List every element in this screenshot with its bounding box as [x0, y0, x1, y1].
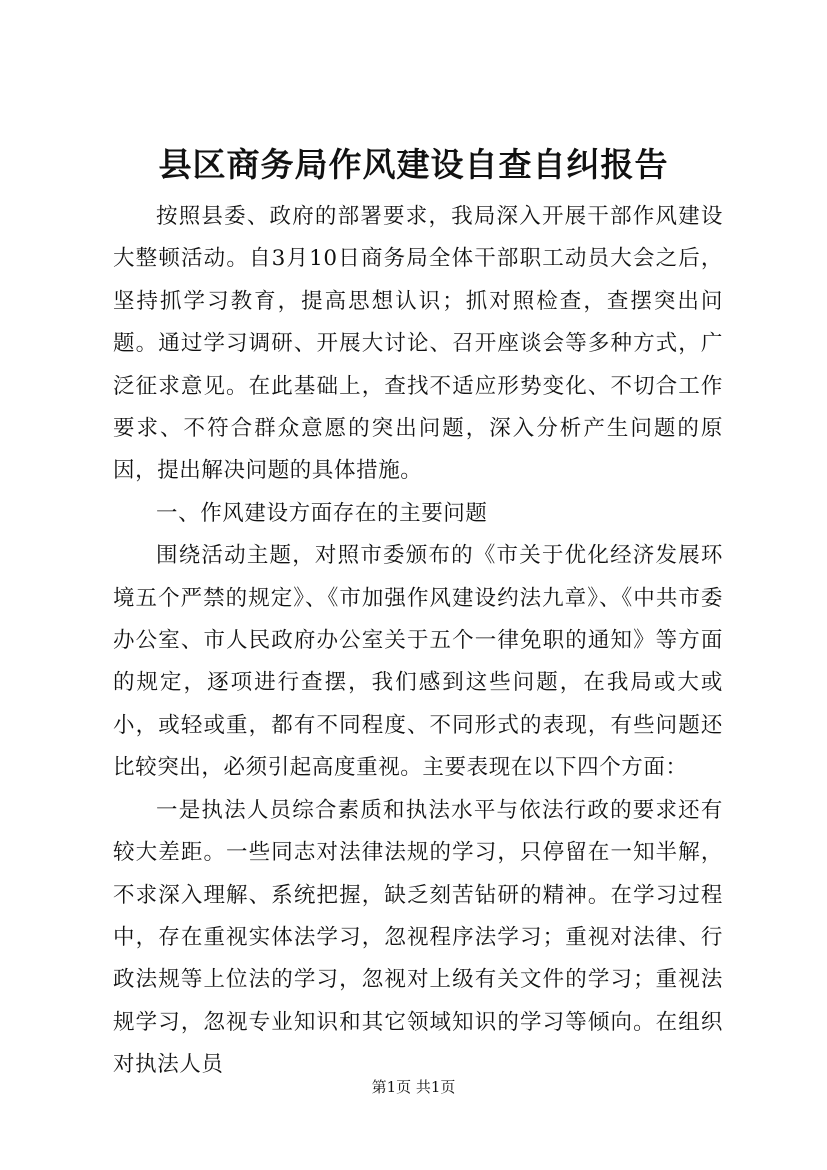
- page-footer: 第1页 共1页: [371, 1078, 456, 1096]
- section-heading: 一、作风建设方面存在的主要问题: [156, 500, 488, 526]
- document-body: [113, 196, 723, 1087]
- paragraph-intro: 按照县委、政府的部署要求，我局深入开展干部作风建设大整顿活动。自3月10日商务局全体干部职工动员大会之后，坚持抓学习教育，提高思想认识；抓对照检查，查摆突出问题。通过学习调研、开展大讨论、召开座谈会等多种方式，广泛征求意见。在此基础上，查找不适应形势变化、不切合工作要求、不符合群众意愿的突出问题，深入分析产生问题的原因，提出解决问题的具体措施。: [113, 204, 723, 484]
- paragraph-issue-one: 一是执法人员综合素质和执法水平与依法行政的要求还有较大差距。一些同志对法律法规的学习，只停留在一知半解，不求深入理解、系统把握，缺乏刻苦钻研的精神。在学习过程中，存在重视实体法学习，忽视程序法学习；重视对法律、行政法规等上位法的学习，忽视对上级有关文件的学习；重视法规学习，忽视专业知识和其它领域知识的学习等倾向。在组织对执法人员: [113, 797, 723, 1078]
- paragraph-overview: 围绕活动主题，对照市委颁布的《市关于优化经济发展环境五个严禁的规定》、《市加强作风建设约法九章》、《中共市委办公室、市人民政府办公室关于五个一律免职的通知》等方面的规定，逐项进行查摆，我们感到这些问题，在我局或大或小，或轻或重，都有不同程度、不同形式的表现，有些问题还比较突出，必须引起高度重视。主要表现在以下四个方面：: [113, 543, 723, 781]
- document-title: 县区商务局作风建设自查自纠报告: [158, 145, 669, 184]
